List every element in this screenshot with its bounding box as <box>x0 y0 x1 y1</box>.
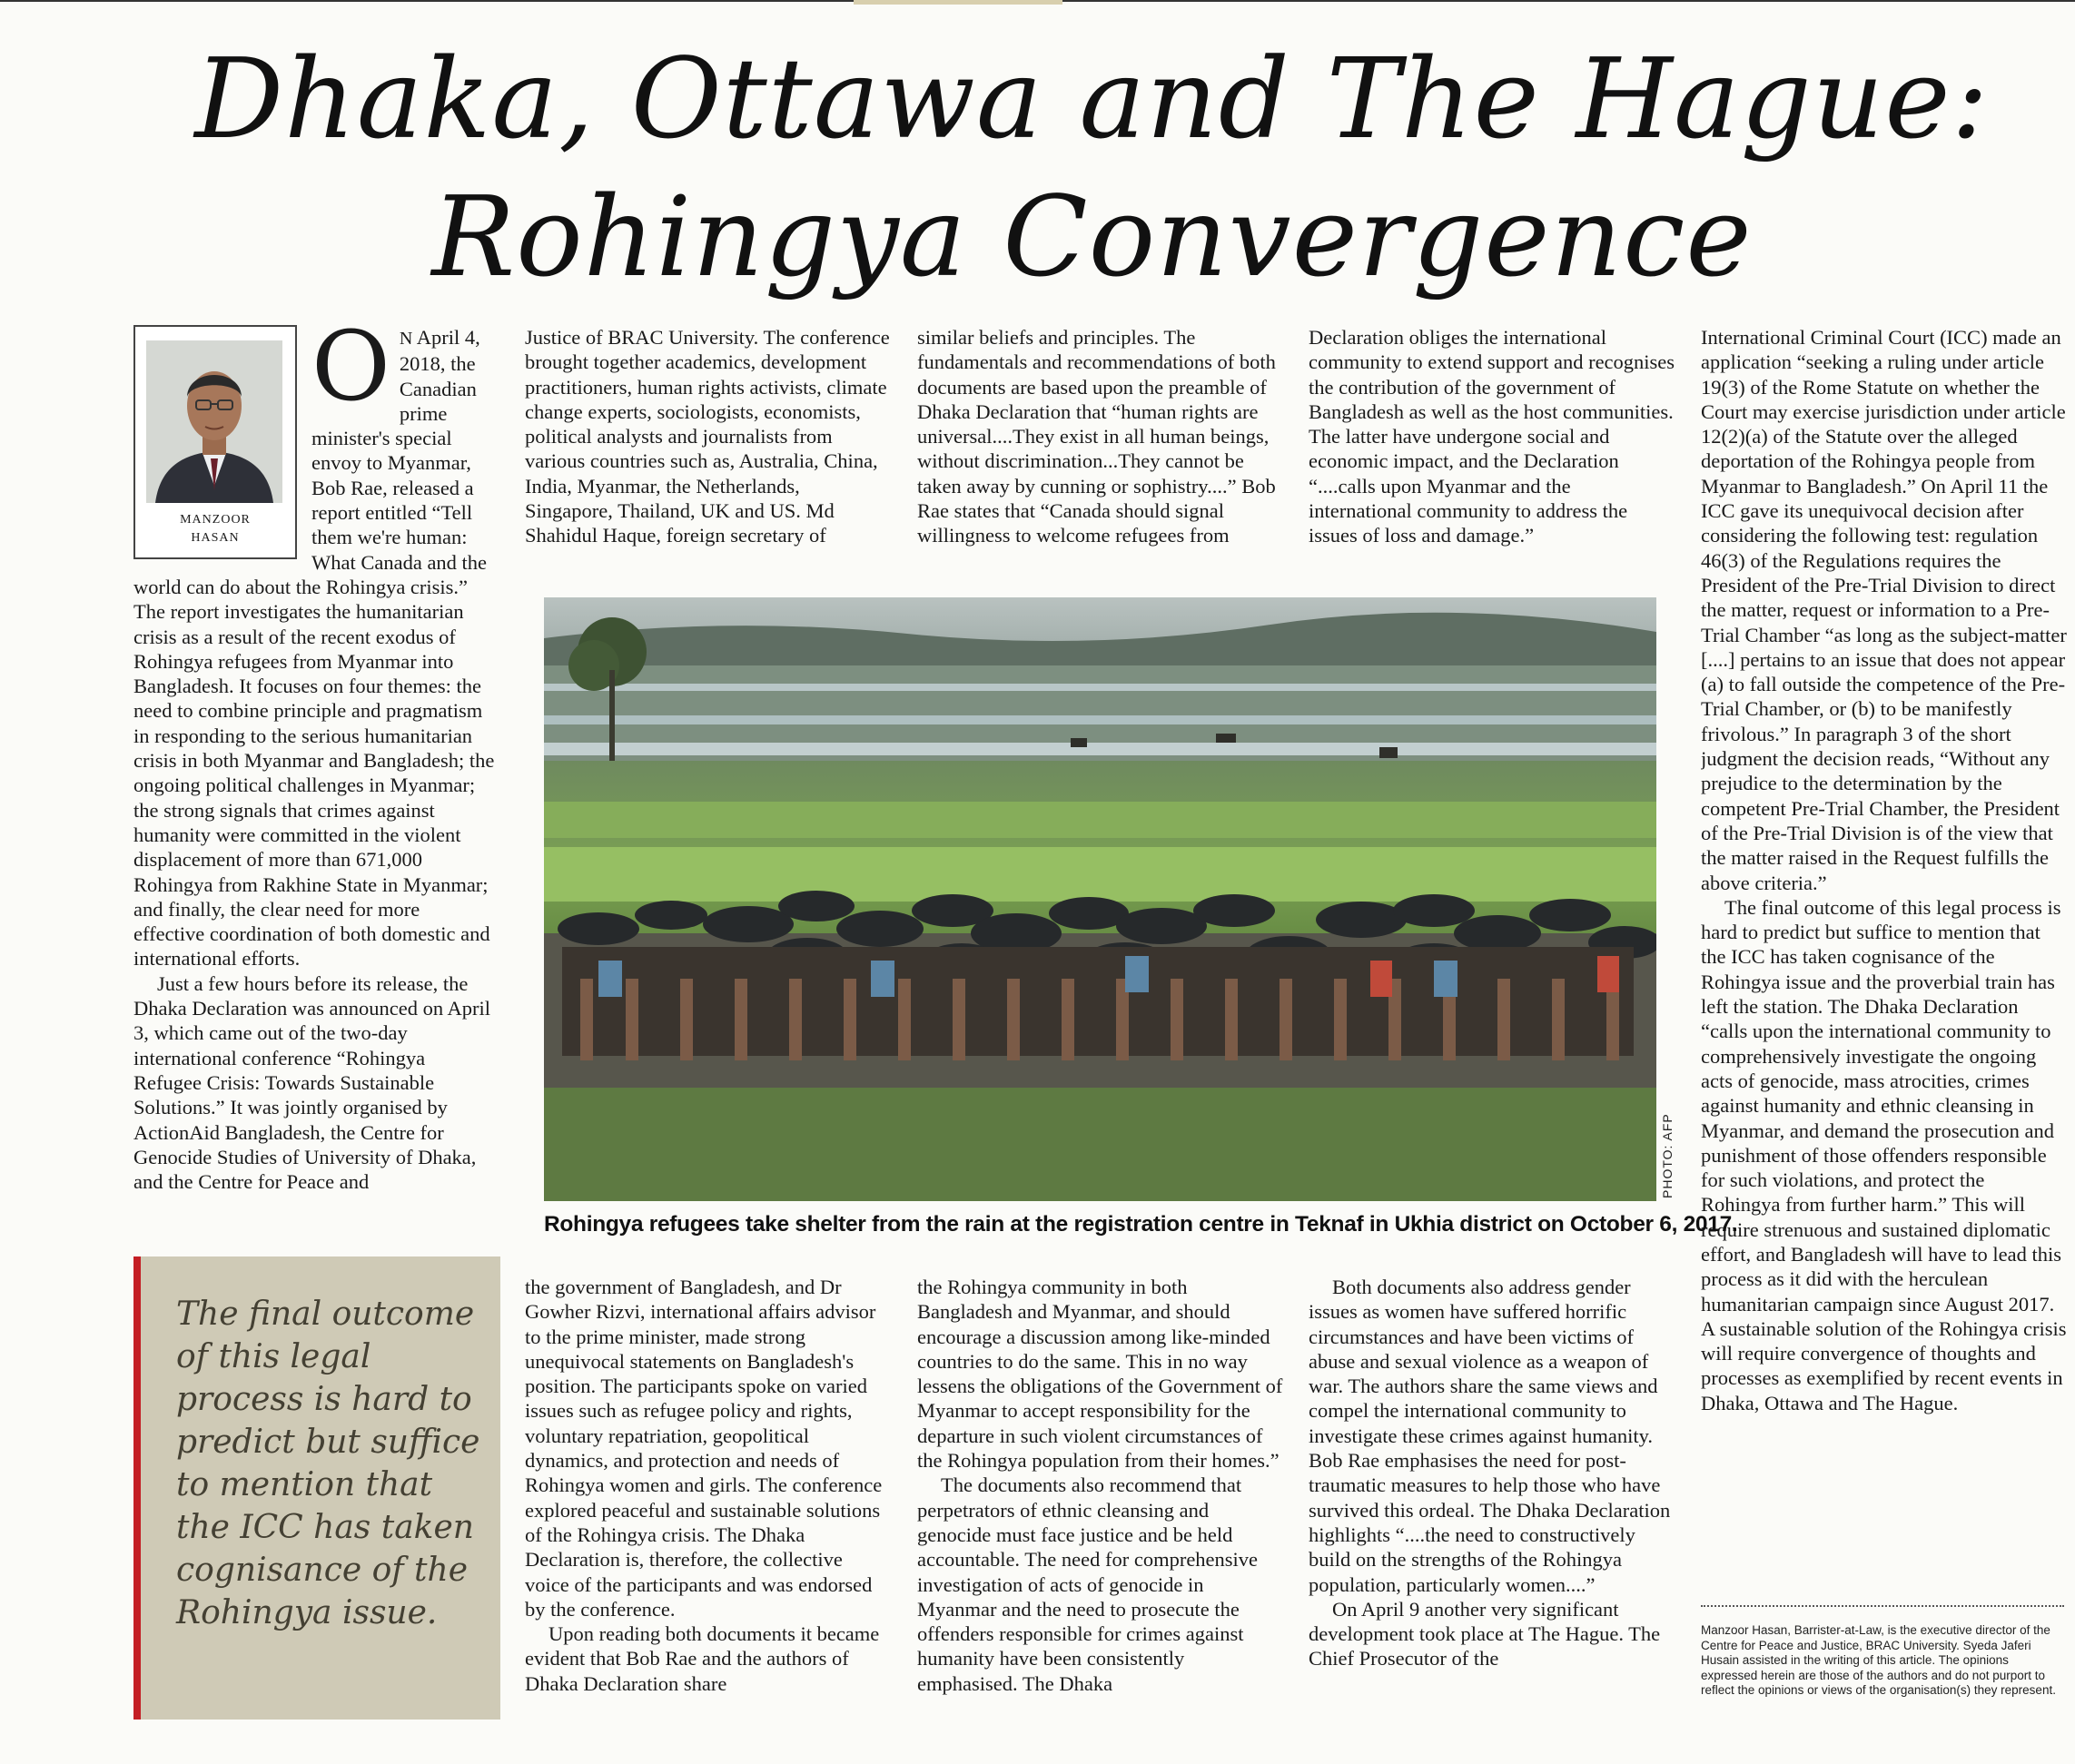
column-1-top <box>133 325 495 1242</box>
photo-credit: PHOTO: AFP <box>1660 1113 1675 1198</box>
top-strip <box>854 0 1062 5</box>
column-3-top <box>917 325 1284 588</box>
paragraph: Justice of BRAC University. The conference brought together academics, development practitioners, human rights activists, climate change experts, sociologists, economists, political analysts and journalists from various countries such as, Australia, China, India, Myanmar, the Netherlands, Singapore, Thailand, UK and US. Md Shahidul Haque, foreign secretary of <box>525 326 890 547</box>
paragraph: Declaration obliges the international community to extend support and recognises the contribution of the government of Bangladesh as well as the host communities. The latter have undergone social and economic impact, and the Declaration “....calls upon Myanmar and the international community to address the issues of loss and damage.” <box>1309 326 1675 547</box>
headline-line-2: Rohingya Convergence <box>431 172 1753 301</box>
photo-caption: Rohingya refugees take shelter from the rain at the registration centre in Teknaf in Ukhia district on October 6, 2017. <box>544 1212 1738 1237</box>
paragraph: The documents also recommend that perpetrators of ethnic cleansing and genocide must face justice and be held accountable. The need for comprehensive investigation of acts of genocide in Myanmar and the need to prosecute the offenders responsible for crimes against humanity have been consistently emphasised. The Dhaka <box>917 1473 1259 1695</box>
paragraph: Upon reading both documents it became evident that Bob Rae and the authors of Dhaka Declaration share <box>525 1622 880 1695</box>
paragraph: The final outcome of this legal process is hard to predict but suffice to mention that the ICC has taken cognisance of the Rohingya issue and the proverbial train has left the station. The Dhaka Declaration “calls upon the international community to comprehensively investigate the ongoing acts of genocide, mass atrocities, crimes against humanity and ethnic cleansing in Myanmar, and demand the prosecution and punishment of those offenders responsible for such violations, and protect the Rohingya from further harm.” This will require strenuous and sustained diplomatic effort, and Bangladesh will have to lead this process as it did with the herculean humanitarian campaign since August 2017. A sustainable solution of the Rohingya crisis will require convergence of thoughts and processes as exemplified by recent events in Dhaka, Ottawa and The Hague. <box>1701 895 2067 1414</box>
paragraph: the government of Bangladesh, and Dr Gowher Rizvi, international affairs advisor to the prime minister, made strong unequivocal statements on Bangladesh's position. The participants spoke on varied issues such as refugee policy and rights, voluntary repatriation, geopolitical dynamics, and protection and needs of Rohingya women and girls. The conference explored peaceful and sustainable solutions of the Rohingya crisis. The Dhaka Declaration is, therefore, the collective voice of the participants and was endorsed by the conference. <box>525 1276 883 1621</box>
author-bio: Manzoor Hasan, Barrister-at-Law, is the executive director of the Centre for Peace and Justice, BRAC University. Syeda Jaferi Husain assisted in the writing of this article. The opinions expressed herein are those of the authors and do not purport to reflect the opinions or views of the organisation(s) they represent. <box>1701 1623 2056 1697</box>
author-box-spacer <box>133 325 311 563</box>
paragraph: International Criminal Court (ICC) made an application “seeking a ruling under article 19(3) of the Rome Statute on whether the Court may exercise jurisdiction under article 12(2)(a) of the Statute over the alleged deportation of the Rohingya people from Myanmar to Bangladesh.” On April 11 the ICC gave its unequivocal decision after considering the following test: regulation 46(3) of the Regulations requires the President of the Pre-Trial Division to direct the matter, request or information to a Pre-Trial Chamber “as long as the subject-matter [....] pertains to an issue that does not appear (a) to fall outside the competence of the Pre-Trial Chamber, or (b) to be manifestly frivolous.” In paragraph 3 of the short judgment the decision reads, “Without any prejudice to the determination by the competent Pre-Trial Chamber, the President of the Pre-Trial Division is of the view that the matter raised in the Request fulfills the above criteria.” <box>1701 326 2067 894</box>
column-4-bottom <box>1309 1275 1677 1729</box>
news-photo <box>544 597 1656 1201</box>
column-4-top <box>1309 325 1677 588</box>
paragraph: similar beliefs and principles. The fundamentals and recommendations of both documents are based upon the preamble of Dhaka Declaration that “human rights are universal....They exist in all human beings, without discrimination...They cannot be taken away by cunning or sophistry....” Bob Rae states that “Canada should signal willingness to welcome refugees from <box>917 326 1276 547</box>
pull-quote <box>133 1256 500 1720</box>
drop-cap: O <box>311 325 390 422</box>
column-5 <box>1701 325 2069 1596</box>
paragraph: Just a few hours before its release, the Dhaka Declaration was announced on April 3, which came out of the two-day international conference “Rohingya Refugee Crisis: Towards Sustainable Solutions.” It was jointly organised by ActionAid Bangladesh, the Centre for Genocide Studies of University of Dhaka, and the Centre for Peace and <box>133 971 490 1194</box>
column-3-bottom <box>917 1275 1284 1729</box>
bio-divider <box>1701 1605 2064 1607</box>
author-name-line-1: MANZOOR <box>180 513 251 527</box>
column-2-bottom <box>525 1275 892 1729</box>
opening-smallcaps: N <box>399 329 413 349</box>
paragraph: Both documents also address gender issues as women have suffered horrific circumstances and have been victims of abuse and sexual violence as a weapon of war. The authors share the same views and compel the international community to investigate these crimes against humanity. Bob Rae emphasises the need for post-traumatic measures to help those who have survived this ordeal. The Dhaka Declaration highlights “....the need to constructively build on the strengths of the Rohingya population, particularly women....” <box>1309 1276 1671 1596</box>
headline-line-1: Dhaka, Ottawa and The Hague: <box>194 34 1990 163</box>
pull-quote-bar <box>133 1256 141 1720</box>
paragraph: April 4, 2018, the Canadian prime minister's special envoy to Myanmar, Bob Rae, released a report entitled “Tell them we're human: What Canada and the world can do about the Rohingya crisis.” The report investigates the humanitarian crisis as a result of the recent exodus of Rohingya refugees from Myanmar into Bangladesh. It focuses on four themes: the need to combine principle and pragmatism in responding to the serious humanitarian crisis in both Myanmar and Bangladesh; the ongoing political challenges in Myanmar; the strong signals that crimes against humanity were committed in the violent displacement of more than 671,000 Rohingya from Rakhine State in Myanmar; and finally, the clear need for more effective coordination of both domestic and international efforts. <box>133 326 495 971</box>
column-2-top <box>525 325 892 588</box>
paragraph: the Rohingya community in both Bangladesh and Myanmar, and should encourage a discussion among like-minded countries to do the same. This in no way lessens the obligations of the Government of Myanmar to accept responsibility for the departure in such violent circumstances of the Rohingya population from their homes.” <box>917 1276 1283 1473</box>
paragraph: On April 9 another very significant development took place at The Hague. The Chief Prosecutor of the <box>1309 1597 1661 1670</box>
refugee-crowd-image <box>544 597 1656 1201</box>
pull-quote-text: The final outcome of this legal process is hard to predict but suffice to mention that the ICC has taken cognisance of the Rohingya issue. <box>176 1296 480 1631</box>
author-name-line-2: HASAN <box>191 531 240 545</box>
